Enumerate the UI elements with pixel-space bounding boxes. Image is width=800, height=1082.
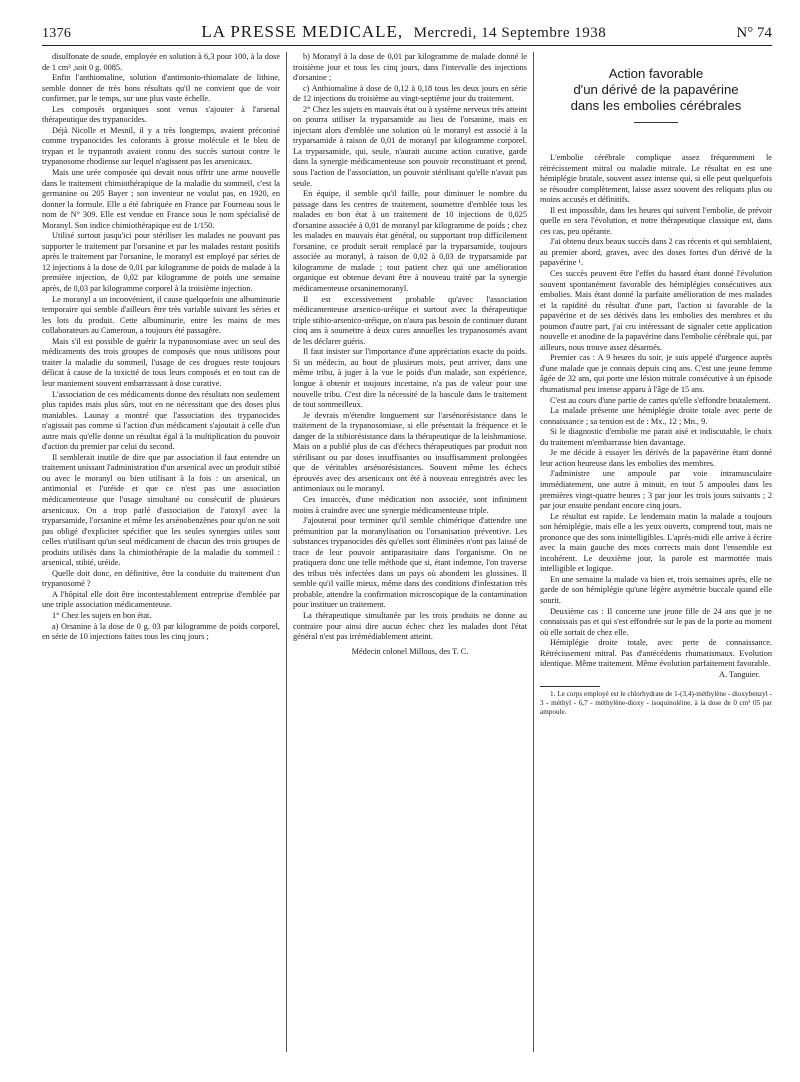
- paragraph: Mais s'il est possible de guérir la trypanosomiase avec un seul des médicaments des trois groupes de composés que nous utilisons pour traiter la maladie du sommeil, l'usage de ces drogues reste toujours délicat à cause de la toxicité de tous leurs composés et en tout cas de leur maniement souvent embarrassant à dose curative.: [42, 336, 280, 388]
- paragraph: Ces succès peuvent être l'effet du hasard étant donné l'évolution souvent spontanément favorable des hémiplégies consécutives aux embolies. Mais étant donné la parfaite amélioration de mes malades et la rapidité du résultat d'une part, l'action si favorable de la papavérine et de ses dérivés dans les embolies des membres et du poumon d'autre part, j'ai cru intéressant de signaler cette application nouvelle et anodine de la papavérine dans l'embolie cérébrale qui, par ailleurs, nous trouve assez désarmés.: [540, 269, 772, 352]
- paragraph: C'est au cours d'une partie de cartes qu'elle s'effondre brutalement.: [550, 395, 771, 405]
- paragraph: Ces insuccès, d'une médication non associée, sont infiniment moins à craindre avec une synergie médicamenteuse triple.: [293, 494, 527, 515]
- paragraph: Il est impossible, dans les heures qui suivent l'embolie, de prévoir quelle en sera l'évolution, et notre thérapeutique classique est, dans ces cas, peu opérante.: [540, 205, 772, 236]
- paragraph: En une semaine la malade va bien et, trois semaines après, elle ne garde de son hémiplégie qu'une légère asymétrie buccale quand elle sourit.: [540, 574, 772, 605]
- paragraph: Premier cas : A 9 heures du soir, je suis appelé d'urgence auprès d'une malade que je connais depuis cinq ans. C'est une jeune femme âgée de 32 ans, qui porte une lésion mitrale consécutive à un épisode rhumatismal peu intense apparu à l'âge de 15 ans.: [540, 353, 772, 395]
- column-left: [42, 52, 280, 643]
- paragraph: Hémiplégie droite totale, avec perte de connaissance. Rétrécissement mitral. Pas d'antécédents rhumatismaux. Evolution identique. Même traitement. Même évolution parfaitement favorable.: [540, 638, 772, 669]
- paragraph: Deuxième cas : Il concerne une jeune fille de 24 ans que je ne connaissais pas et qui s'est effondrée sur le pas de la porte au moment où elle sortait de chez elle.: [540, 606, 772, 637]
- title-divider: [634, 122, 678, 123]
- paragraph: b) Moranyl à la dose de 0,01 par kilogramme de malade donné le troisième jour et tous les cinq jours, dans l'intervalle des injections d'orsanine ;: [293, 52, 527, 83]
- paragraph: Il faut insister sur l'importance d'une appréciation exacte du poids. Si un médecin, au bout de plusieurs mois, peut arriver, dans une même tribu, à juger à la vue le poids d'un malade, son expérience, longue à obtenir et toujours incertaine, n'a pas de valeur pour une nouvelle tribu. C'est dire la nécessité de la bascule dans le traitement de tout sommeilleux.: [293, 347, 527, 410]
- paragraph: c) Anthiomaline à dose de 0,12 à 0,18 tous les deux jours en série de 12 injections du troisième au vingt-septième jour du traitement.: [293, 83, 527, 104]
- paragraph: Déjà Nicolle et Mesnil, il y a très longtemps, avaient préconisé comme trypanocides les colorants à grosse molécule et le bleu de trypan et le trypanroth avaient connu des succès surtout contre le trypanosome rhodiense sur lequel n'agissent pas les arsenicaux.: [42, 125, 280, 167]
- title-line: Action favorable: [608, 66, 704, 81]
- paragraph: Utilisé surtout jusqu'ici pour stériliser les malades ne pouvant pas supporter le traitement par l'orsanine et par les malades restant positifs après le traitement par l'orsanine, le moranyl est employé par séries de 12 injections à la dose de 0,01 par kilogramme de poids de malade à la première injection, de 0,02 par kilogramme de poids une semaine après, de 0,03 par kilogramme corporel à la troisième injection.: [42, 231, 280, 294]
- title-line: dans les embolies cérébrales: [570, 98, 742, 113]
- paragraph: Quelle doit donc, en définitive, être la conduite du traitement d'un trypanosomé ?: [42, 568, 280, 589]
- paragraph: a) Orsanine à la dose de 0 g. 03 par kilogramme de poids corporel, en série de 10 injections faites tous les cinq jours ;: [42, 621, 280, 642]
- paragraph: L'association de ces médicaments donne des résultats non seulement plus rapides mais plus sûrs, tout en ne nécessitant que des doses plus maniables. Launay a montré que l'association des trypanocides n'agissait pas comme si l'action d'un médicament s'ajoutait à celle d'un autre mais qu'elle donne un résultat égal à la multiplication du pouvoir d'action du premier par celui du second.: [42, 389, 280, 452]
- issue-date: Mercredi, 14 Septembre 1938: [413, 25, 607, 41]
- paragraph: Il est excessivement probable qu'avec l'association médicamenteuse arsenico-uréique et surtout avec la thérapeutique triple stibio-arsenico-uréique, on n'aura pas besoin de continuer durant cinq ans à soumettre à deux cures annuelles les trypanosomés avant de les déclarer guéris.: [293, 294, 527, 346]
- paragraph: La thérapeutique simultanée par les trois produits ne donne au contraire pour ainsi dire aucun échec chez les malades dont l'état général n'est pas irrémédiablement atteint.: [293, 610, 527, 642]
- column-middle: [293, 52, 527, 657]
- paragraph: L'embolie cérébrale complique assez fréquemment le rétrécissement mitral ou maladie mitrale. Le résultat en est une hémiplégie brutale, souvent assez intense qui, si elle peut quelquefois se résoudre complètement, laisse assez souvent des reliquats plus ou moins accusés et définitifs.: [540, 153, 772, 205]
- paragraph: La malade présente une hémiplégie droite totale avec perte de connaissance ; sa tension est de : Mx., 12 ; Mn., 9.: [540, 406, 772, 426]
- paragraph: disulfonate de soude, employée en solution à 6,3 pour 100, à la dose de 1 cm³ ,soit 0 g. 0085.: [42, 52, 280, 72]
- title-line: d'un dérivé de la papavérine: [573, 82, 739, 97]
- author-signature: Médecin colonel Millous, des T. C.: [351, 646, 469, 656]
- footnote: 1. Le corps employé est le chlorhydrate de 1-(3,4)-méthylène - dioxybenzyl - 3 - méthyl - 6,7 - méthylène-dioxy - isoquinoléine, à la dose de 0 cm³ 05 par ampoule.: [540, 690, 772, 717]
- paragraph: 2° Chez les sujets en mauvais état ou à système nerveux très atteint on pourra utiliser la tryparsamide au lieu de l'orsanine, mais en injectant alors d'emblée une solution où le moranyl est associé à la tryparsamide à raison de 0,01 de moranyl par kilogramme corporel. La tryparsamide, qui, seule, n'aurait aucune action curative, garde dans la synergie médicamenteuse son pouvoir reconstituant et prend, sous l'action de l'association, un pouvoir stérilisant qu'elle n'avait pas seule.: [293, 104, 527, 188]
- article-title: [540, 66, 772, 114]
- paragraph: Enfin l'anthiomaline, solution d'antimonio-thiomalate de lithine, semble donner de très bons résultats qu'il ne convient que de voir confirmer, par le temps, sur une plus vaste échelle.: [42, 73, 280, 104]
- journal-title: LA PRESSE MEDICALE,: [201, 22, 404, 41]
- footnote-divider: [540, 686, 600, 687]
- column-rule: [533, 52, 534, 1052]
- paragraph: Les composés organiques sont venus s'ajouter à l'arsenal thérapeutique des trypanocides.: [42, 104, 280, 125]
- paragraph: En équipe, il semble qu'il faille, pour diminuer le nombre du passage dans les centres de traitement, soumettre d'emblée tous les malades en bon état à un traitement de 10 injections de 0,025 d'orsanine associée à 0,01 de moranyl par kilogramme de poids ; chez les malades en mauvais état général, ou supportant trop difficilement l'orsanine, ce produit serait remplacé par la tryparsamide, toujours associée au moranyl, à raison de 0,02 à 0,03 de tryparsamide par kilogramme de malade ; tout patient chez qui une amélioration organique est obtenue devant être à nouveau traité par la synergie médicamenteuse orsaninemoranyl.: [293, 189, 527, 294]
- paragraph: 1° Chez les sujets en bon état.: [52, 610, 152, 620]
- paragraph: J'ajouterai pour terminer qu'il semble chimérique d'attendre une prémunition par la moranylisation ou l'orsanisation préventive. Les substances trypanocides dès qu'elles sont éliminées n'ont pas laissé de trace de leur pouvoir antiparasitaire dans l'organisme. On ne pratiquera donc une telle méthode que si, étant indemne, l'on traverse des tribus très infectées dans un pays où abondent les glossines. Il semble qu'il vaille mieux, même dans des conditions d'infestation très probable, attendre la confirmation microscopique de la contamination pour instituer un traitement.: [293, 516, 527, 610]
- paragraph: J'administre une ampoule par voie intramusculaire immédiatement, une autre à minuit, en tout 5 ampoules dans les premières vingt-quatre heures ; 3 par jour les trois jours suivants ; 2 par jour ensuite pendant encore cinq jours.: [540, 469, 772, 511]
- paragraph: Le résultat est rapide. Le lendemain matin la malade a toujours son hémiplégie, mais elle a les yeux ouverts, comprend tout, mais ne prononce que des sons inintelligibles. L'après-midi elle arrive à écrire avec la main gauche des mots corrects mais dont l'ensemble est incohérent. Le deuxième jour, la parole est marmottée mais intelligible et logique.: [540, 511, 772, 574]
- paragraph: Je me décide à essayer les dérivés de la papavérine étant donné leur action heureuse dans les embolies des membres.: [540, 448, 772, 468]
- page-header: [42, 20, 772, 46]
- paragraph: Il semblerait inutile de dire que par association il faut entendre un traitement unissant l'administration d'un arsenical avec un produit stibié ou avec le moranyl ou bien utilisant à la fois : un arsenical, un antimonial et l'uréide et que ce n'est pas une association médicamenteuse que l'usage simultané ou consécutif de plusieurs arsenicaux. On a trop parlé d'association de l'atoxyl avec la tryparsamide, l'orsanine et même les arsénobenzènes pour qu'on ne soit pas obligé d'expliciter spécifier que les seules synergies utiles sont celles n'utilisant qu'un seul médicament de chacun des trois groupes de produits utilisés dans la chimiothérapie de la maladie du sommeil : arsenical, stibié, uréide.: [42, 452, 281, 568]
- paragraph: Le moranyl a un inconvénient, il cause quelquefois une albuminurie temporaire qui semble d'ailleurs être très variable suivant les séries et les lots du produit. Cette albuminurie, entre les mains de mes collaborateurs au Cameroun, a toujours été passagère.: [42, 294, 280, 336]
- paragraph: Je devrais m'étendre longuement sur l'arsénorésistance dans le traitement de la trypanosomiase, si elle présentait la fréquence et le danger de la stibiorésistance dans la thérapeutique de la leishmaniose. Mais on a publié plus de cas d'échecs thérapeutiques par produit non stérilisant ou par doses insuffisantes ou insuffisamment prolongées que de véritables arsénorésistances. Souvent même les échecs éprouvés avec des arsenicaux ont été à nouveau enregistrés avec les antimoniaux ou le moranyl.: [293, 410, 527, 494]
- article-signature: A. Tanguier.: [719, 669, 760, 679]
- column-right: [540, 52, 772, 717]
- paragraph: Mais une urée composée qui devait nous offrir une arme nouvelle dans le traitement chimiothérapique de la maladie du sommeil, c'est la germanine ou 205 Bayer ; son inventeur ne voulut pas, en 1920, en donner la formule. Elle a été fabriquée en France par Fourneau sous le nom de N° 309. Elle est vendue en France sous le nom spécialisé de Moranyl. Son indice chimiothérapique est de 1/150.: [42, 168, 280, 230]
- paragraph: Si le diagnostic d'embolie me parait aisé et indiscutable, le choix du traitement m'embarrasse bien davantage.: [540, 427, 772, 447]
- paragraph: A l'hôpital elle doit être incontestablement entreprise d'emblée par une triple association médicamenteuse.: [42, 589, 280, 610]
- masthead: [201, 22, 606, 42]
- paragraph: J'ai obtenu deux beaux succès dans 2 cas récents et qui semblaient, au premier abord, graves, avec des doses fortes d'un dérivé de la papavérine ¹.: [540, 237, 772, 268]
- column-rule: [286, 52, 287, 1052]
- page-number: 1376: [42, 26, 72, 41]
- issue-number: N° 74: [736, 25, 772, 41]
